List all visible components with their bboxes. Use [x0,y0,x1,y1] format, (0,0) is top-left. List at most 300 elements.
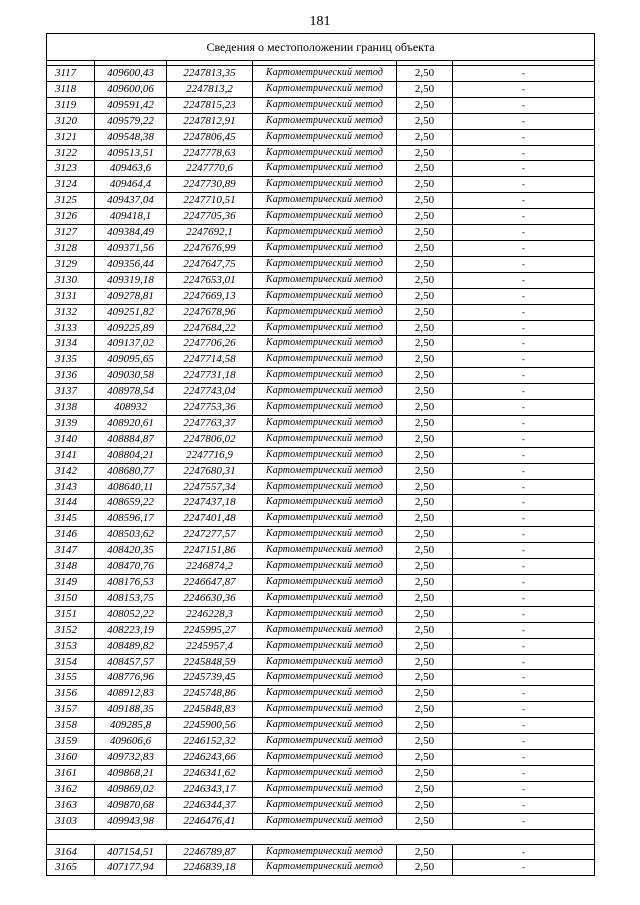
coord-y-cell: 2247806,02 [167,431,253,447]
point-number-cell: 3156 [47,686,95,702]
point-number-cell: 3119 [47,97,95,113]
method-cell: Картометрический метод [253,256,397,272]
point-number-cell: 3143 [47,479,95,495]
coord-y-cell: 2247763,37 [167,415,253,431]
coord-x-cell: 408489,82 [95,638,167,654]
description-cell: - [453,384,595,400]
coord-x-cell: 409356,44 [95,256,167,272]
table-title-row [47,34,595,61]
point-number-cell: 3144 [47,495,95,511]
coord-x-cell: 407177,94 [95,860,167,876]
accuracy-cell: 2,50 [397,431,453,447]
description-cell: - [453,702,595,718]
coord-x-cell: 409463,6 [95,161,167,177]
coord-x-cell: 409225,89 [95,320,167,336]
description-cell: - [453,66,595,82]
point-number-cell: 3162 [47,781,95,797]
point-number-cell: 3149 [47,575,95,591]
description-cell: - [453,654,595,670]
description-cell: - [453,813,595,829]
table-row [47,240,595,256]
table-gap-row [47,829,595,844]
table-row [47,256,595,272]
accuracy-cell: 2,50 [397,590,453,606]
description-cell: - [453,686,595,702]
coord-y-cell: 2245739,45 [167,670,253,686]
method-cell: Картометрический метод [253,575,397,591]
description-cell: - [453,145,595,161]
method-cell: Картометрический метод [253,527,397,543]
method-cell: Картометрический метод [253,129,397,145]
point-number-cell: 3122 [47,145,95,161]
description-cell: - [453,734,595,750]
coord-y-cell: 2246341,62 [167,765,253,781]
method-cell: Картометрический метод [253,288,397,304]
table-row [47,813,595,829]
coord-y-cell: 2247151,86 [167,543,253,559]
point-number-cell: 3117 [47,66,95,82]
accuracy-cell: 2,50 [397,113,453,129]
method-cell: Картометрический метод [253,734,397,750]
accuracy-cell: 2,50 [397,66,453,82]
table-row [47,400,595,416]
point-number-cell: 3141 [47,447,95,463]
coord-x-cell: 408457,57 [95,654,167,670]
description-cell: - [453,606,595,622]
page-number: 181 [309,14,331,29]
table-row [47,161,595,177]
description-cell: - [453,511,595,527]
point-number-cell: 3148 [47,559,95,575]
table-row [47,81,595,97]
accuracy-cell: 2,50 [397,511,453,527]
table-row [47,765,595,781]
table-row [47,463,595,479]
coord-x-cell: 409600,43 [95,66,167,82]
coord-x-cell: 409095,65 [95,352,167,368]
coord-x-cell: 409732,83 [95,749,167,765]
coord-y-cell: 2245748,86 [167,686,253,702]
point-number-cell: 3118 [47,81,95,97]
description-cell: - [453,622,595,638]
coord-x-cell: 409418,1 [95,209,167,225]
table-row [47,479,595,495]
description-cell: - [453,765,595,781]
point-number-cell: 3159 [47,734,95,750]
description-cell: - [453,177,595,193]
accuracy-cell: 2,50 [397,352,453,368]
accuracy-cell: 2,50 [397,702,453,718]
description-cell: - [453,431,595,447]
coord-y-cell: 2247743,04 [167,384,253,400]
description-cell: - [453,256,595,272]
point-number-cell: 3126 [47,209,95,225]
method-cell: Картометрический метод [253,113,397,129]
coord-x-cell: 409278,81 [95,288,167,304]
description-cell: - [453,575,595,591]
table-row [47,97,595,113]
accuracy-cell: 2,50 [397,670,453,686]
point-number-cell: 3152 [47,622,95,638]
method-cell: Картометрический метод [253,844,397,860]
point-number-cell: 3147 [47,543,95,559]
table-row [47,336,595,352]
coord-x-cell: 408052,22 [95,606,167,622]
coord-x-cell: 409319,18 [95,272,167,288]
description-cell: - [453,288,595,304]
method-cell: Картометрический метод [253,177,397,193]
coord-y-cell: 2247647,75 [167,256,253,272]
coord-x-cell: 407154,51 [95,844,167,860]
description-cell: - [453,368,595,384]
coord-x-cell: 408640,11 [95,479,167,495]
point-number-cell: 3123 [47,161,95,177]
coord-y-cell: 2246630,36 [167,590,253,606]
coord-y-cell: 2247680,31 [167,463,253,479]
coord-x-cell: 409464,4 [95,177,167,193]
accuracy-cell: 2,50 [397,145,453,161]
table-row [47,145,595,161]
method-cell: Картометрический метод [253,240,397,256]
coord-y-cell: 2247813,35 [167,66,253,82]
table-row [47,860,595,876]
description-cell: - [453,638,595,654]
table-row [47,415,595,431]
table-row [47,225,595,241]
method-cell: Картометрический метод [253,66,397,82]
point-number-cell: 3120 [47,113,95,129]
table-row [47,495,595,511]
coord-x-cell: 408470,76 [95,559,167,575]
description-cell: - [453,479,595,495]
point-number-cell: 3121 [47,129,95,145]
table-row [47,670,595,686]
point-number-cell: 3155 [47,670,95,686]
point-number-cell: 3139 [47,415,95,431]
accuracy-cell: 2,50 [397,304,453,320]
method-cell: Картометрический метод [253,97,397,113]
point-number-cell: 3134 [47,336,95,352]
point-number-cell: 3128 [47,240,95,256]
point-number-cell: 3160 [47,749,95,765]
coord-x-cell: 408223,19 [95,622,167,638]
coord-y-cell: 2247730,89 [167,177,253,193]
method-cell: Картометрический метод [253,145,397,161]
accuracy-cell: 2,50 [397,193,453,209]
coord-y-cell: 2247731,18 [167,368,253,384]
description-cell: - [453,415,595,431]
method-cell: Картометрический метод [253,670,397,686]
accuracy-cell: 2,50 [397,718,453,734]
coord-y-cell: 2247676,99 [167,240,253,256]
coord-x-cell: 409943,98 [95,813,167,829]
description-cell: - [453,352,595,368]
description-cell: - [453,320,595,336]
table-row [47,66,595,82]
coord-y-cell: 2246344,37 [167,797,253,813]
description-cell: - [453,463,595,479]
coord-y-cell: 2246343,17 [167,781,253,797]
method-cell: Картометрический метод [253,511,397,527]
method-cell: Картометрический метод [253,81,397,97]
coord-y-cell: 2247714,58 [167,352,253,368]
coord-x-cell: 409137,02 [95,336,167,352]
point-number-cell: 3135 [47,352,95,368]
coord-x-cell: 408176,53 [95,575,167,591]
method-cell: Картометрический метод [253,272,397,288]
table-row [47,304,595,320]
table-row [47,447,595,463]
table-row [47,543,595,559]
coord-y-cell: 2247753,36 [167,400,253,416]
table-row [47,654,595,670]
accuracy-cell: 2,50 [397,844,453,860]
description-cell: - [453,97,595,113]
method-cell: Картометрический метод [253,718,397,734]
coord-y-cell: 2246476,41 [167,813,253,829]
coord-x-cell: 408912,83 [95,686,167,702]
coord-y-cell: 2247678,96 [167,304,253,320]
accuracy-cell: 2,50 [397,479,453,495]
point-number-cell: 3129 [47,256,95,272]
table-row [47,368,595,384]
accuracy-cell: 2,50 [397,129,453,145]
table-row [47,797,595,813]
description-cell: - [453,543,595,559]
accuracy-cell: 2,50 [397,860,453,876]
coord-x-cell: 408596,17 [95,511,167,527]
description-cell: - [453,559,595,575]
accuracy-cell: 2,50 [397,256,453,272]
accuracy-cell: 2,50 [397,765,453,781]
table-row [47,559,595,575]
point-number-cell: 3142 [47,463,95,479]
coord-y-cell: 2246647,87 [167,575,253,591]
point-number-cell: 3127 [47,225,95,241]
accuracy-cell: 2,50 [397,781,453,797]
table-row [47,718,595,734]
point-number-cell: 3133 [47,320,95,336]
accuracy-cell: 2,50 [397,543,453,559]
description-cell: - [453,495,595,511]
coord-y-cell: 2247277,57 [167,527,253,543]
point-number-cell: 3165 [47,860,95,876]
point-number-cell: 3161 [47,765,95,781]
coord-x-cell: 408932 [95,400,167,416]
accuracy-cell: 2,50 [397,447,453,463]
method-cell: Картометрический метод [253,622,397,638]
coord-x-cell: 408420,35 [95,543,167,559]
table-row [47,511,595,527]
coord-y-cell: 2246152,32 [167,734,253,750]
point-number-cell: 3136 [47,368,95,384]
description-cell: - [453,447,595,463]
method-cell: Картометрический метод [253,781,397,797]
coord-y-cell: 2247710,51 [167,193,253,209]
description-cell: - [453,129,595,145]
method-cell: Картометрический метод [253,447,397,463]
method-cell: Картометрический метод [253,813,397,829]
description-cell: - [453,161,595,177]
method-cell: Картометрический метод [253,193,397,209]
method-cell: Картометрический метод [253,638,397,654]
table-row [47,384,595,400]
point-number-cell: 3131 [47,288,95,304]
coord-y-cell: 2247815,23 [167,97,253,113]
method-cell: Картометрический метод [253,368,397,384]
table-row [47,638,595,654]
coord-y-cell: 2246789,87 [167,844,253,860]
method-cell: Картометрический метод [253,749,397,765]
point-number-cell: 3103 [47,813,95,829]
point-number-cell: 3154 [47,654,95,670]
accuracy-cell: 2,50 [397,527,453,543]
coord-y-cell: 2246243,66 [167,749,253,765]
accuracy-cell: 2,50 [397,336,453,352]
point-number-cell: 3153 [47,638,95,654]
description-cell: - [453,81,595,97]
table-row [47,527,595,543]
method-cell: Картометрический метод [253,225,397,241]
method-cell: Картометрический метод [253,384,397,400]
description-cell: - [453,209,595,225]
accuracy-cell: 2,50 [397,813,453,829]
method-cell: Картометрический метод [253,860,397,876]
accuracy-cell: 2,50 [397,240,453,256]
table-row [47,781,595,797]
coord-y-cell: 2246228,3 [167,606,253,622]
accuracy-cell: 2,50 [397,97,453,113]
point-number-cell: 3138 [47,400,95,416]
table-row [47,320,595,336]
description-cell: - [453,590,595,606]
coord-x-cell: 409579,22 [95,113,167,129]
coord-x-cell: 409513,51 [95,145,167,161]
method-cell: Картометрический метод [253,797,397,813]
coord-y-cell: 2245957,4 [167,638,253,654]
method-cell: Картометрический метод [253,590,397,606]
accuracy-cell: 2,50 [397,797,453,813]
coord-y-cell: 2247813,2 [167,81,253,97]
accuracy-cell: 2,50 [397,320,453,336]
accuracy-cell: 2,50 [397,400,453,416]
table-row [47,575,595,591]
description-cell: - [453,781,595,797]
description-cell: - [453,336,595,352]
table-row [47,431,595,447]
table-row [47,352,595,368]
coord-y-cell: 2247812,91 [167,113,253,129]
coord-x-cell: 409869,02 [95,781,167,797]
accuracy-cell: 2,50 [397,463,453,479]
method-cell: Картометрический метод [253,765,397,781]
coord-y-cell: 2245900,56 [167,718,253,734]
table-row [47,749,595,765]
point-number-cell: 3132 [47,304,95,320]
table-row [47,590,595,606]
point-number-cell: 3130 [47,272,95,288]
table-row [47,702,595,718]
description-cell: - [453,718,595,734]
coord-y-cell: 2247437,18 [167,495,253,511]
coord-x-cell: 408680,77 [95,463,167,479]
description-cell: - [453,400,595,416]
accuracy-cell: 2,50 [397,272,453,288]
table-row [47,734,595,750]
coord-x-cell: 409591,42 [95,97,167,113]
accuracy-cell: 2,50 [397,686,453,702]
accuracy-cell: 2,50 [397,495,453,511]
accuracy-cell: 2,50 [397,638,453,654]
coord-x-cell: 408804,21 [95,447,167,463]
coord-x-cell: 409030,58 [95,368,167,384]
method-cell: Картометрический метод [253,559,397,575]
coord-y-cell: 2247557,34 [167,479,253,495]
accuracy-cell: 2,50 [397,368,453,384]
table-row [47,129,595,145]
point-number-cell: 3137 [47,384,95,400]
method-cell: Картометрический метод [253,352,397,368]
description-cell: - [453,797,595,813]
coord-y-cell: 2246874,2 [167,559,253,575]
point-number-cell: 3150 [47,590,95,606]
accuracy-cell: 2,50 [397,225,453,241]
accuracy-cell: 2,50 [397,161,453,177]
accuracy-cell: 2,50 [397,559,453,575]
description-cell: - [453,860,595,876]
accuracy-cell: 2,50 [397,288,453,304]
method-cell: Картометрический метод [253,495,397,511]
point-number-cell: 3125 [47,193,95,209]
method-cell: Картометрический метод [253,702,397,718]
point-number-cell: 3145 [47,511,95,527]
method-cell: Картометрический метод [253,686,397,702]
accuracy-cell: 2,50 [397,734,453,750]
point-number-cell: 3157 [47,702,95,718]
coord-x-cell: 409285,8 [95,718,167,734]
coord-y-cell: 2245848,83 [167,702,253,718]
table-row [47,177,595,193]
coord-x-cell: 409870,68 [95,797,167,813]
table-row [47,844,595,860]
point-number-cell: 3158 [47,718,95,734]
point-number-cell: 3140 [47,431,95,447]
point-number-cell: 3164 [47,844,95,860]
description-cell: - [453,272,595,288]
method-cell: Картометрический метод [253,463,397,479]
coord-y-cell: 2247716,9 [167,447,253,463]
accuracy-cell: 2,50 [397,654,453,670]
coord-x-cell: 409868,21 [95,765,167,781]
coord-x-cell: 409384,49 [95,225,167,241]
coord-x-cell: 408884,87 [95,431,167,447]
description-cell: - [453,113,595,129]
method-cell: Картометрический метод [253,543,397,559]
accuracy-cell: 2,50 [397,209,453,225]
coord-x-cell: 408776,96 [95,670,167,686]
coord-y-cell: 2247653,01 [167,272,253,288]
coord-x-cell: 408978,54 [95,384,167,400]
method-cell: Картометрический метод [253,606,397,622]
coord-x-cell: 409548,38 [95,129,167,145]
coord-x-cell: 408503,62 [95,527,167,543]
table-row [47,113,595,129]
description-cell: - [453,225,595,241]
table-row [47,193,595,209]
table-row [47,272,595,288]
method-cell: Картометрический метод [253,415,397,431]
coord-y-cell: 2247778,63 [167,145,253,161]
